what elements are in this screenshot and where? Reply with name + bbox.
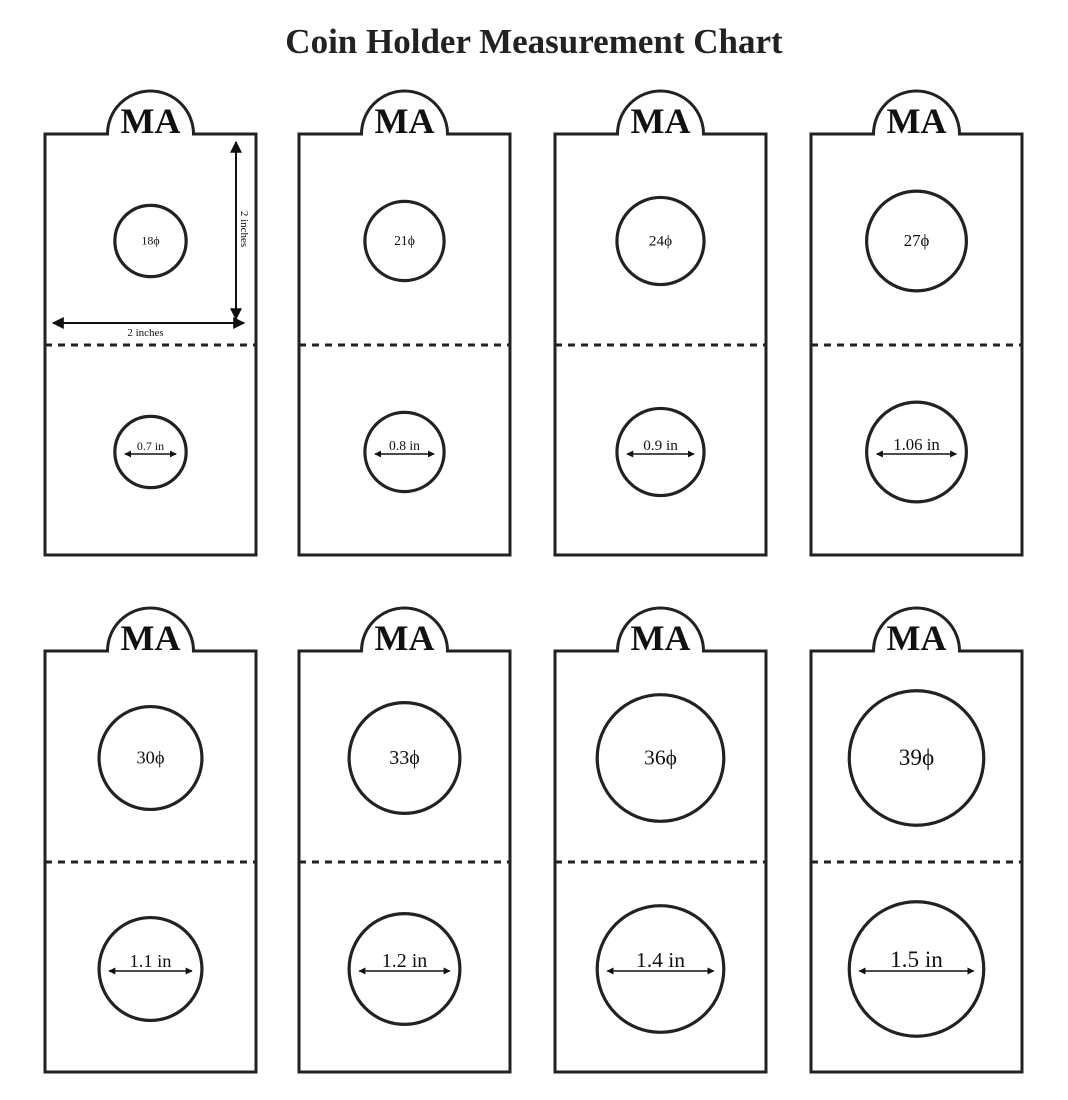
brand-label: MA bbox=[120, 618, 181, 658]
coin-holder-card bbox=[45, 91, 256, 555]
coin-holder-card bbox=[811, 608, 1022, 1072]
diameter-in-label: 1.4 in bbox=[635, 948, 686, 972]
holder-outline bbox=[811, 608, 1022, 1072]
size-mm-label: 39ϕ bbox=[898, 744, 935, 771]
brand-label: MA bbox=[120, 101, 181, 141]
brand-label: MA bbox=[886, 618, 947, 658]
width-dimension-label: 2 inches bbox=[127, 327, 164, 339]
diameter-in-label: 1.5 in bbox=[890, 947, 943, 973]
size-mm-label: 18ϕ bbox=[141, 233, 160, 248]
holder-outline bbox=[299, 91, 510, 555]
coin-holder-card bbox=[299, 91, 510, 555]
diameter-in-label: 0.7 in bbox=[136, 439, 165, 453]
size-mm-label: 36ϕ bbox=[644, 745, 677, 770]
diameter-in-label: 1.06 in bbox=[893, 435, 940, 454]
holder-outline bbox=[555, 608, 766, 1072]
size-mm-label: 24ϕ bbox=[648, 232, 673, 250]
size-mm-label: 21ϕ bbox=[394, 233, 415, 249]
coin-holder-card bbox=[555, 608, 766, 1072]
diameter-in-label: 1.2 in bbox=[381, 950, 428, 972]
brand-label: MA bbox=[886, 101, 947, 141]
coin-holder-card bbox=[299, 608, 510, 1072]
brand-label: MA bbox=[374, 101, 435, 141]
brand-label: MA bbox=[630, 618, 691, 658]
holder-outline bbox=[811, 91, 1022, 555]
coin-holder-card bbox=[555, 91, 766, 555]
holder-outline bbox=[555, 91, 766, 555]
brand-label: MA bbox=[630, 101, 691, 141]
page-title: Coin Holder Measurement Chart bbox=[285, 22, 783, 61]
size-mm-label: 30ϕ bbox=[136, 747, 165, 768]
coin-holder-card bbox=[45, 608, 256, 1072]
brand-label: MA bbox=[374, 618, 435, 658]
diameter-in-label: 0.8 in bbox=[389, 438, 420, 453]
diameter-in-label: 0.9 in bbox=[643, 437, 678, 454]
size-mm-label: 33ϕ bbox=[389, 747, 420, 769]
diameter-in-label: 1.1 in bbox=[129, 951, 172, 971]
size-mm-label: 27ϕ bbox=[903, 231, 930, 251]
height-dimension-label: 2 inches bbox=[238, 210, 250, 248]
holder-outline bbox=[45, 608, 256, 1072]
coin-holder-card bbox=[811, 91, 1022, 555]
holder-outline bbox=[299, 608, 510, 1072]
